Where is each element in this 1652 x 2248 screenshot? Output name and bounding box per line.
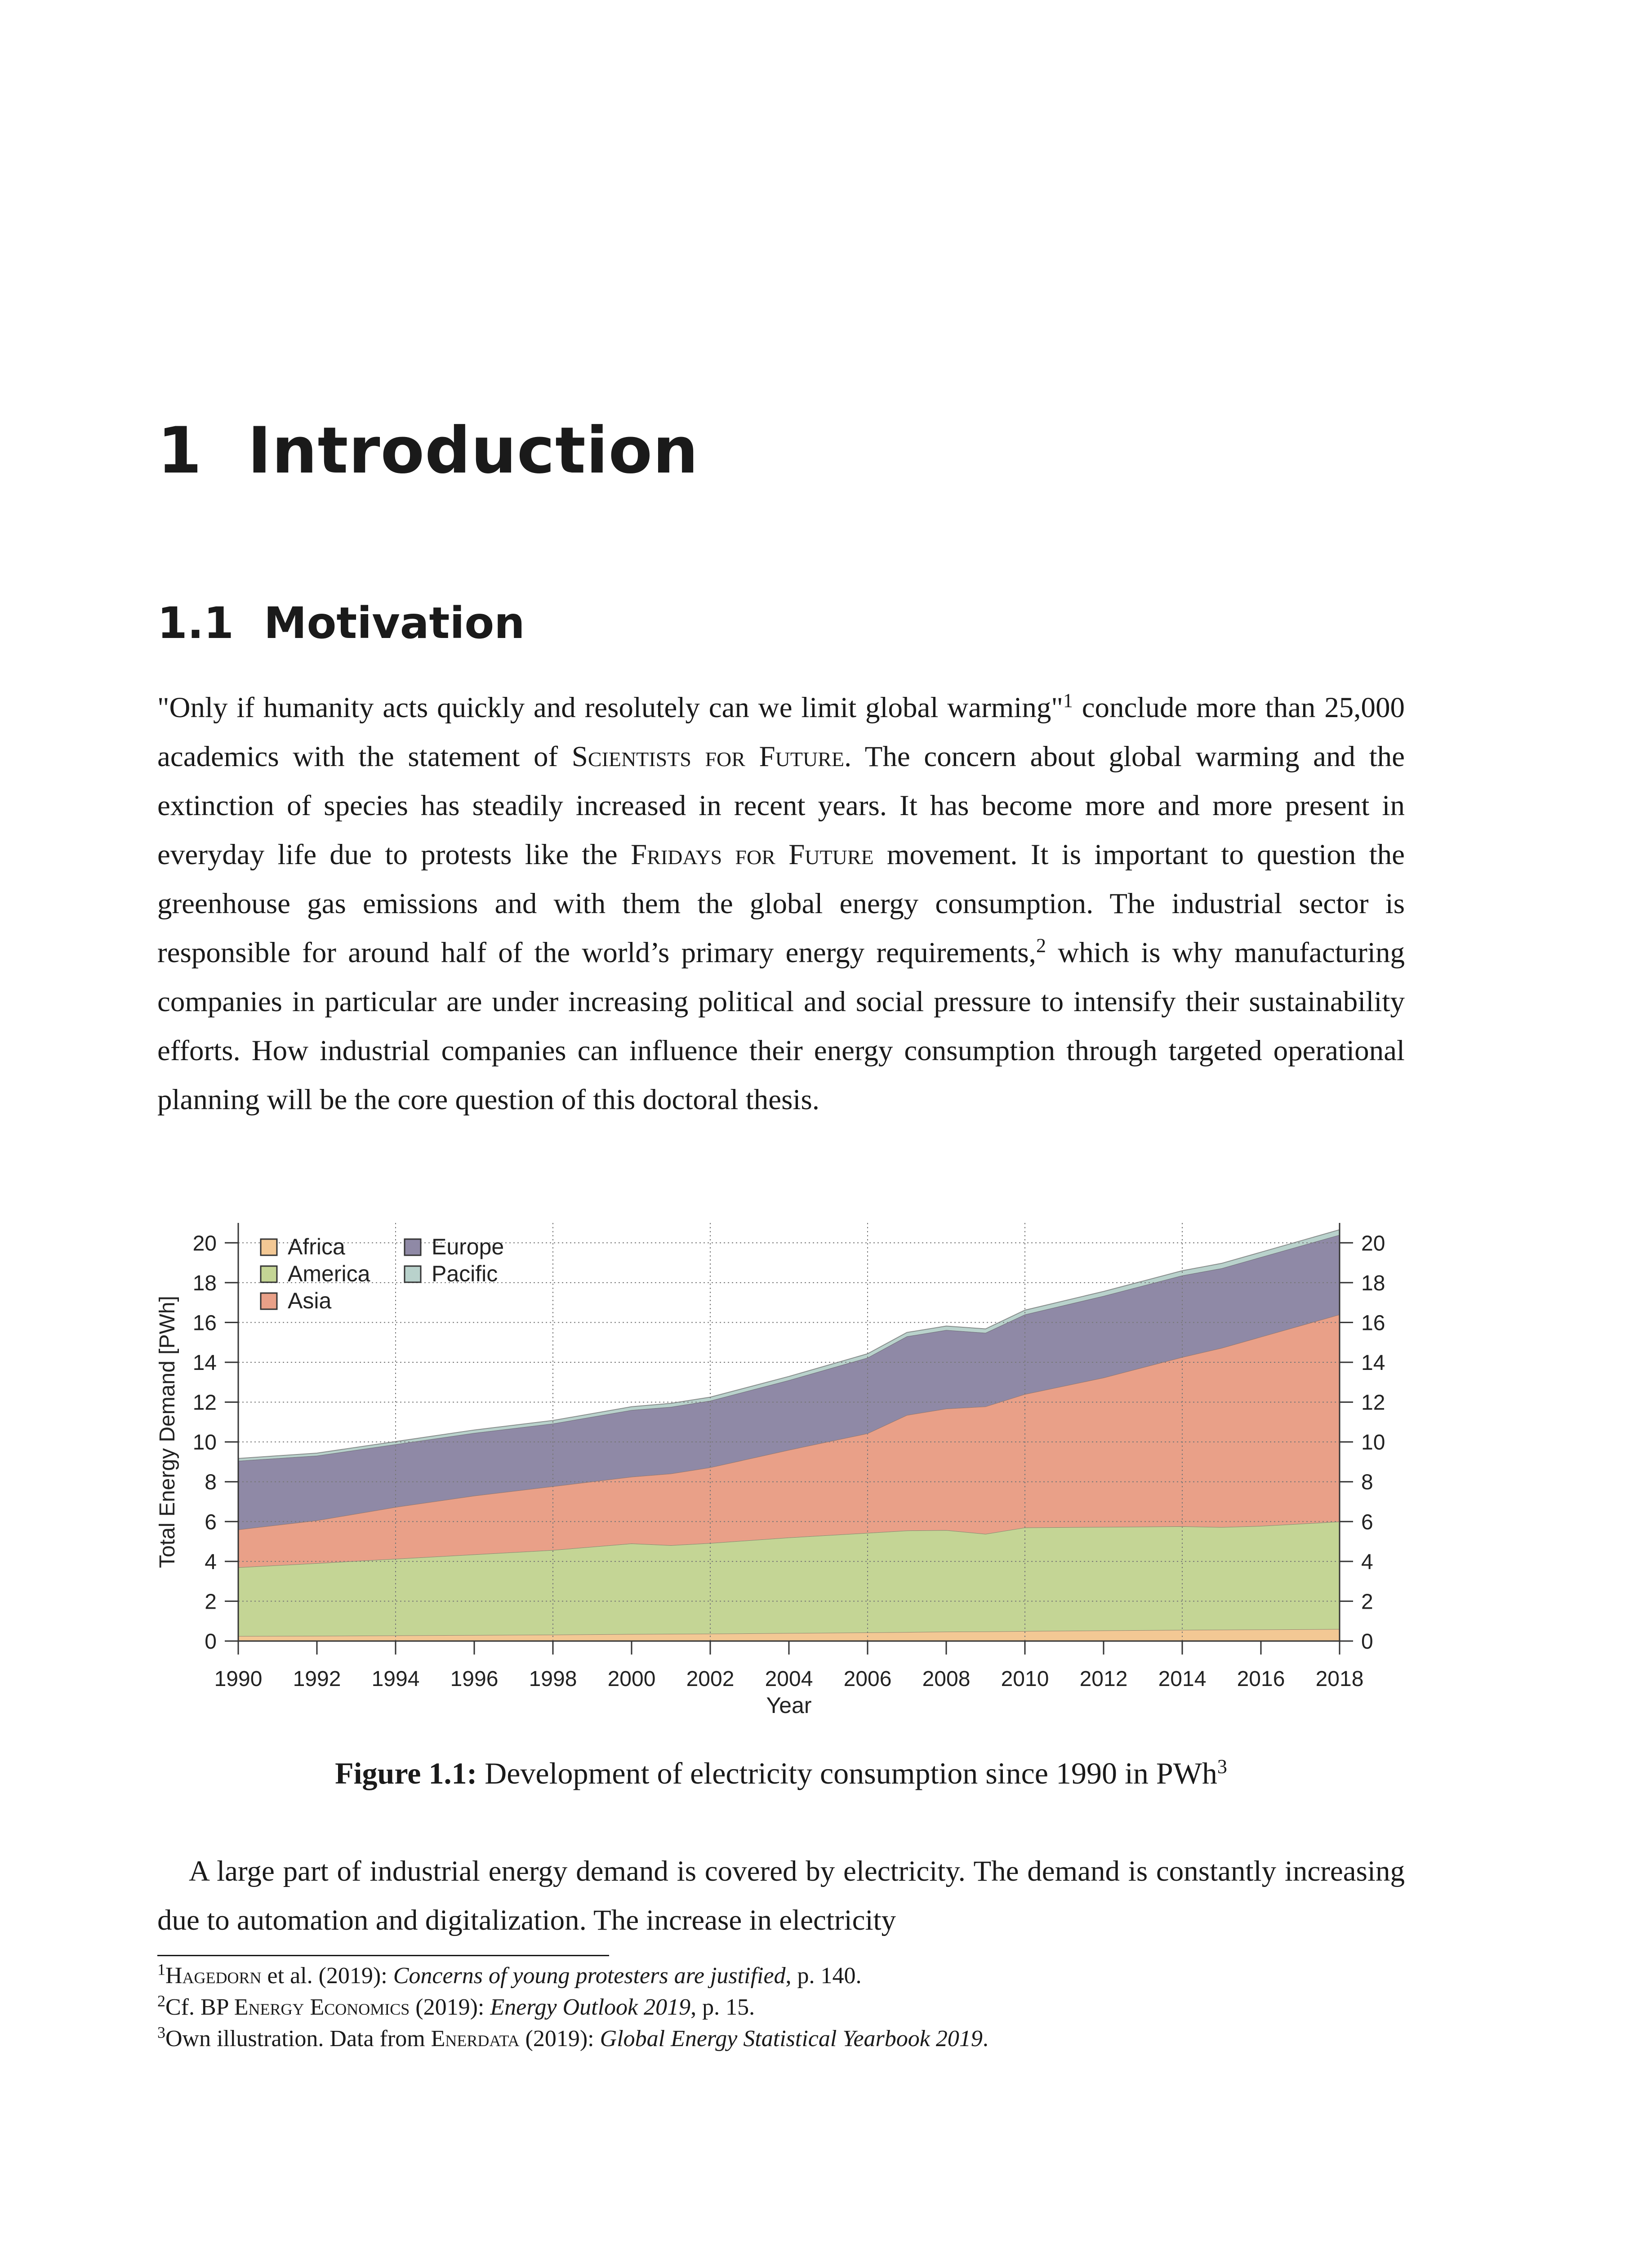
footnote-author: Enerdata bbox=[431, 2026, 520, 2052]
y-tick-label-left: 12 bbox=[192, 1391, 217, 1415]
footnote-number: 2 bbox=[157, 1992, 165, 2010]
y-tick-label-right: 0 bbox=[1361, 1630, 1373, 1654]
y-tick-label-left: 14 bbox=[192, 1351, 217, 1375]
y-tick-label-left: 8 bbox=[205, 1470, 217, 1494]
legend-label-america: America bbox=[288, 1261, 370, 1286]
x-tick-label: 1998 bbox=[529, 1667, 577, 1691]
x-tick-label: 1990 bbox=[214, 1667, 263, 1691]
y-tick-label-left: 16 bbox=[192, 1311, 217, 1335]
y-tick-label-right: 12 bbox=[1361, 1391, 1385, 1415]
y-tick-label-right: 10 bbox=[1361, 1431, 1385, 1455]
paragraph-text: movement. It is important to question the greenhouse gas emissions and with them the global energy consumption. The industrial sector is responsible for around half of the world’s primary energy requirements, bbox=[157, 839, 1405, 969]
y-axis-label: Total Energy Demand [PWh] bbox=[156, 1296, 179, 1568]
section-number: 1.1 bbox=[157, 598, 234, 648]
quote: "Only if humanity acts quickly and resolutely can we limit global warming" bbox=[157, 691, 1063, 724]
footnote-ref-2[interactable]: 2 bbox=[1036, 934, 1046, 957]
legend-swatch-europe bbox=[405, 1239, 421, 1255]
legend-swatch-asia bbox=[261, 1293, 277, 1309]
footnote-number: 1 bbox=[157, 1960, 165, 1979]
scientists-for-future: Scientists for Future bbox=[571, 740, 844, 773]
footnote-title: Concerns of young protesters are justified bbox=[393, 1963, 786, 1989]
footnote-title: Global Energy Statistical Yearbook 2019 bbox=[600, 2026, 983, 2052]
legend-label-asia: Asia bbox=[288, 1288, 332, 1313]
y-tick-label-right: 14 bbox=[1361, 1351, 1385, 1375]
y-tick-label-left: 4 bbox=[205, 1550, 217, 1574]
footnote-text: Cf. BP bbox=[165, 1994, 234, 2020]
footnote-ref-3[interactable]: 3 bbox=[1217, 1755, 1227, 1778]
figure-label: Figure 1.1: bbox=[335, 1756, 477, 1790]
y-tick-label-right: 16 bbox=[1361, 1311, 1385, 1335]
footnote-3 bbox=[157, 2023, 1405, 2055]
y-tick-label-right: 8 bbox=[1361, 1470, 1373, 1494]
energy-demand-chart bbox=[148, 1214, 1416, 1753]
footnote-rule bbox=[157, 1955, 609, 1956]
chapter-title-text: Introduction bbox=[247, 414, 699, 488]
chapter-title bbox=[157, 414, 699, 488]
x-tick-label: 2008 bbox=[922, 1667, 971, 1691]
legend-swatch-america bbox=[261, 1266, 277, 1282]
footnote-2 bbox=[157, 1992, 1405, 2023]
x-tick-label: 2016 bbox=[1237, 1667, 1285, 1691]
y-tick-label-right: 20 bbox=[1361, 1231, 1385, 1256]
x-tick-label: 1994 bbox=[371, 1667, 420, 1691]
footnote-text: (2019): bbox=[410, 1994, 490, 2020]
footnote-title: Energy Outlook 2019 bbox=[490, 1994, 691, 2020]
electricity-paragraph: A large part of industrial energy demand is covered by electricity. The demand is constantly increasing due to automation and digitalization. The increase in electricity bbox=[157, 1855, 1405, 1936]
figure-caption bbox=[157, 1756, 1405, 1791]
y-tick-label-right: 2 bbox=[1361, 1590, 1373, 1614]
x-tick-label: 2014 bbox=[1158, 1667, 1207, 1691]
legend-label-pacific: Pacific bbox=[432, 1261, 498, 1286]
footnote-text: Own illustration. Data from bbox=[165, 2026, 431, 2052]
y-tick-label-right: 6 bbox=[1361, 1510, 1373, 1534]
x-tick-label: 2010 bbox=[1001, 1667, 1049, 1691]
footnote-text: , p. 15. bbox=[690, 1994, 755, 2020]
y-tick-label-left: 10 bbox=[192, 1431, 217, 1455]
footnote-text: . bbox=[982, 2026, 989, 2052]
legend-swatch-pacific bbox=[405, 1266, 421, 1282]
x-tick-label: 2018 bbox=[1315, 1667, 1364, 1691]
footnote-ref-1[interactable]: 1 bbox=[1063, 689, 1073, 712]
footnote-text: (2019): bbox=[519, 2026, 600, 2052]
footnote-author: Energy Economics bbox=[234, 1994, 410, 2020]
section-title-text: Motivation bbox=[263, 598, 525, 648]
chapter-number: 1 bbox=[157, 414, 202, 488]
figure-caption-text: Development of electricity consumption since 1990 in PWh bbox=[477, 1756, 1217, 1790]
paragraph-text: which is why manufacturing companies in particular are under increasing political and social pressure to intensify their sustainability efforts. How industrial companies can influence their energy consumption through targeted operational planning will be the core question of this doctoral thesis. bbox=[157, 937, 1405, 1116]
footnote-text: et al. (2019): bbox=[261, 1963, 393, 1989]
legend-label-europe: Europe bbox=[432, 1234, 504, 1259]
paragraph-text: . The concern about global warming and the extinction of species has steadily increased in recent years. It has become more and more present in everyday life due to protests like the bbox=[157, 740, 1405, 871]
y-tick-label-right: 18 bbox=[1361, 1271, 1385, 1295]
footnotes bbox=[157, 1960, 1405, 2055]
x-tick-label: 1992 bbox=[293, 1667, 341, 1691]
legend-swatch-africa bbox=[261, 1239, 277, 1255]
fridays-for-future: Fridays for Future bbox=[631, 839, 874, 871]
y-tick-label-left: 6 bbox=[205, 1510, 217, 1534]
y-tick-label-left: 0 bbox=[205, 1630, 217, 1654]
x-tick-label: 2012 bbox=[1079, 1667, 1128, 1691]
y-tick-label-left: 20 bbox=[192, 1231, 217, 1256]
footnote-author: Hagedorn bbox=[165, 1963, 262, 1989]
y-tick-label-right: 4 bbox=[1361, 1550, 1373, 1574]
footnote-1 bbox=[157, 1960, 1405, 1992]
x-axis-label: Year bbox=[766, 1693, 812, 1718]
x-tick-label: 2000 bbox=[607, 1667, 656, 1691]
x-tick-label: 2006 bbox=[843, 1667, 892, 1691]
legend-label-africa: Africa bbox=[288, 1234, 345, 1259]
x-tick-label: 2004 bbox=[765, 1667, 813, 1691]
x-tick-label: 1996 bbox=[450, 1667, 499, 1691]
footnote-number: 3 bbox=[157, 2023, 165, 2042]
y-tick-label-left: 18 bbox=[192, 1271, 217, 1295]
y-tick-label-left: 2 bbox=[205, 1590, 217, 1614]
motivation-paragraph bbox=[157, 683, 1405, 1124]
paragraph-text: conclude more than 25,000 academics with the statement of bbox=[157, 691, 1405, 773]
footnote-text: , p. 140. bbox=[785, 1963, 862, 1989]
section-title bbox=[157, 598, 525, 648]
x-tick-label: 2002 bbox=[686, 1667, 735, 1691]
